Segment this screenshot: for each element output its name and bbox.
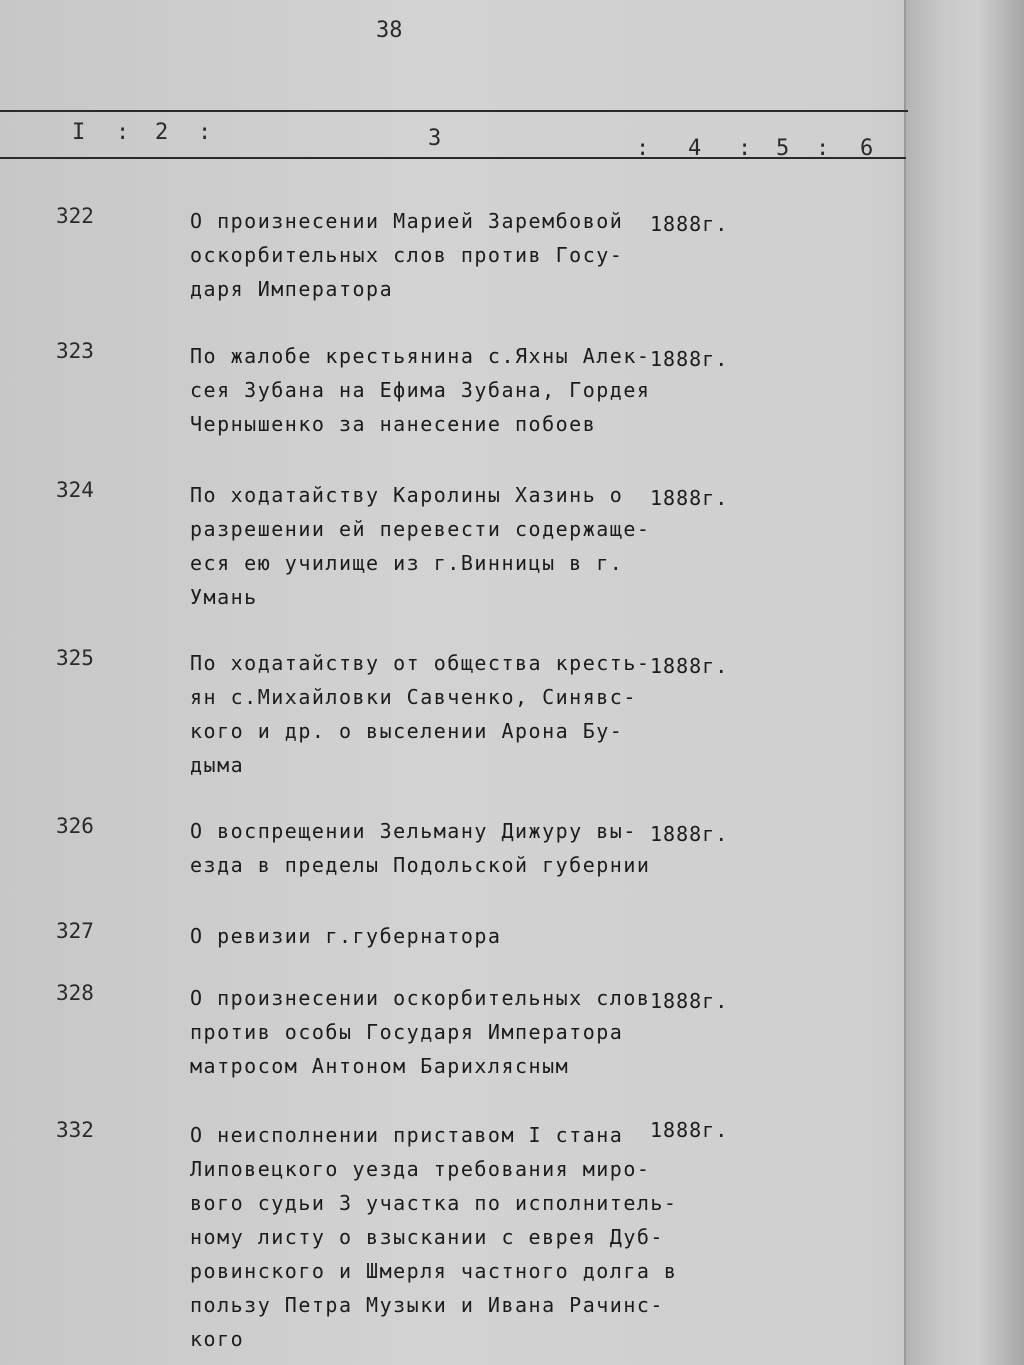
entry-number: 332 <box>56 1118 94 1142</box>
entry-number: 326 <box>56 814 94 838</box>
entry-line: вого судьи 3 участка по исполнитель- <box>190 1191 678 1215</box>
entry-line: дыма <box>190 753 245 777</box>
entry-number: 327 <box>56 919 94 943</box>
entry-line: ян с.Михайловки Савченко, Синявс- <box>190 685 637 709</box>
header-sep: : <box>636 136 650 161</box>
entry-line: ровинского и Шмерля частного долга в <box>190 1259 678 1283</box>
header-col-1: I <box>72 120 86 145</box>
header-sep: : <box>116 120 130 145</box>
entry-line: матросом Антоном Барихлясным <box>190 1054 570 1078</box>
entry-line: О произнесении оскорбительных слов <box>190 986 651 1010</box>
entry-year: 1888г. <box>650 486 729 510</box>
entry-line: езда в пределы Подольской губернии <box>190 853 651 877</box>
entry-description <box>190 204 650 306</box>
entry-line: О неисполнении приставом I стана <box>190 1123 624 1147</box>
entry-line: сея Зубана на Ефима Зубана, Гордея <box>190 378 651 402</box>
header-col-6: 6 <box>860 136 874 161</box>
header-sep: : <box>816 136 830 161</box>
entry-number: 324 <box>56 478 94 502</box>
header-col-4: 4 <box>688 136 702 161</box>
header-bottom-rule <box>0 157 906 159</box>
entry-description <box>190 646 650 782</box>
page-edge <box>904 0 1024 1365</box>
entry-year: 1888г. <box>650 347 729 371</box>
entry-number: 325 <box>56 646 94 670</box>
header-top-rule <box>0 110 908 112</box>
entry-description <box>190 339 650 441</box>
entry-number: 323 <box>56 339 94 363</box>
entry-year: 1888г. <box>650 1118 729 1142</box>
entry-line: кого и др. о выселении Арона Бу- <box>190 719 624 743</box>
entry-line: По жалобе крестьянина с.Яхны Алек- <box>190 344 651 368</box>
header-col-3: 3 <box>428 126 442 151</box>
entry-line: По ходатайству от общества кресть- <box>190 651 651 675</box>
entry-number: 328 <box>56 981 94 1005</box>
page-number: 38 <box>376 18 403 43</box>
entry-line: еся ею училище из г.Винницы в г. <box>190 551 624 575</box>
entry-year: 1888г. <box>650 212 729 236</box>
entry-year: 1888г. <box>650 989 729 1013</box>
header-col-5: 5 <box>776 136 790 161</box>
entry-description <box>190 981 650 1083</box>
header-sep: : <box>738 136 752 161</box>
entry-line: даря Императора <box>190 277 394 301</box>
entry-line: ному листу о взыскании с еврея Дуб- <box>190 1225 664 1249</box>
entry-line: Чернышенко за нанесение побоев <box>190 412 597 436</box>
entry-line: пользу Петра Музыки и Ивана Рачинс- <box>190 1293 664 1317</box>
entry-line: О ревизии г.губернатора <box>190 924 502 948</box>
entry-description <box>190 919 650 953</box>
entry-line: Умань <box>190 585 258 609</box>
entry-line: оскорбительных слов против Госу- <box>190 243 624 267</box>
header-col-2: 2 <box>155 120 169 145</box>
entry-line: О воспрещении Зельману Дижуру вы- <box>190 819 637 843</box>
header-sep: : <box>198 120 212 145</box>
entry-line: против особы Государя Императора <box>190 1020 624 1044</box>
entry-line: кого <box>190 1327 245 1351</box>
entry-year: 1888г. <box>650 654 729 678</box>
entry-description <box>190 478 650 614</box>
entry-line: По ходатайству Каролины Хазинь о <box>190 483 624 507</box>
entry-description <box>190 814 650 882</box>
entry-line: Липовецкого уезда требования миро- <box>190 1157 651 1181</box>
entry-number: 322 <box>56 204 94 228</box>
entry-description <box>190 1118 678 1356</box>
entry-year: 1888г. <box>650 822 729 846</box>
entry-line: О произнесении Марией Зарембовой <box>190 209 624 233</box>
entry-line: разрешении ей перевести содержаще- <box>190 517 651 541</box>
